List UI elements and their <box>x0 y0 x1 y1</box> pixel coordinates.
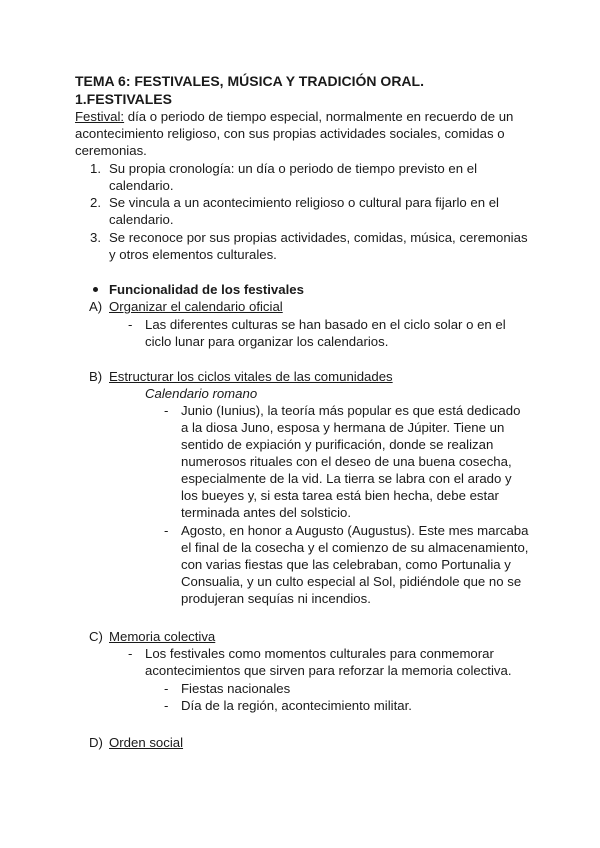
section-c-subitem: Fiestas nacionales <box>181 681 291 696</box>
list-marker: 3. <box>90 230 101 245</box>
list-item: y otros elementos culturales. <box>109 247 277 262</box>
list-item: calendario. <box>109 178 174 193</box>
definition-text: día o periodo de tiempo especial, normalmente en recuerdo de un <box>124 109 514 124</box>
section-d-heading: Orden social <box>109 735 184 750</box>
section-c-text: acontecimientos que sirven para reforzar la memoria colectiva. <box>145 663 512 678</box>
june-text: a la diosa Juno, esposa y hermana de Júpiter. Tiene un <box>181 420 505 435</box>
bullet-icon <box>93 287 98 292</box>
june-text: los bueyes y, si esta tarea está bien hecha, debe estar <box>181 488 499 503</box>
dash-marker: - <box>164 523 169 538</box>
june-text: especialmente de la vid. La tierra se labra con el arado y <box>181 471 512 486</box>
section-d-marker: D) <box>89 735 103 750</box>
definition-line-2: acontecimiento religioso, con sus propias actividades sociales, comidas o <box>75 126 505 141</box>
dash-marker: - <box>164 403 169 418</box>
definition-line-3: ceremonias. <box>75 143 147 158</box>
list-item: Su propia cronología: un día o periodo de tiempo previsto en el <box>109 161 478 176</box>
august-text: Consualia, y un culto especial al Sol, pidiéndole que no se <box>181 574 522 589</box>
august-text: Agosto, en honor a Augusto (Augustus). Este mes marcaba <box>181 523 529 538</box>
list-item: Se reconoce por sus propias actividades, comidas, música, ceremonias <box>109 230 528 245</box>
june-text: Junio (Iunius), la teoría más popular es que está dedicado <box>181 403 521 418</box>
section-c-text: Los festivales como momentos culturales para conmemorar <box>145 646 494 661</box>
list-item: Se vincula a un acontecimiento religioso o cultural para fijarlo en el <box>109 195 499 210</box>
dash-marker: - <box>164 681 169 696</box>
august-text: con varias fiestas que las celebraban, como Portunalia y <box>181 557 511 572</box>
section-b-subheading: Calendario romano <box>145 386 258 401</box>
section-b-heading: Estructurar los ciclos vitales de las comunidades <box>109 369 393 384</box>
june-text: numerosos rituales con el deseo de una buena cosecha, <box>181 454 512 469</box>
section-c-heading: Memoria colectiva <box>109 629 216 644</box>
definition-line-1 <box>75 108 513 125</box>
section-a-heading: Organizar el calendario oficial <box>109 299 283 314</box>
august-text: el final de la cosecha y el comienzo de su almacenamiento, <box>181 540 529 555</box>
list-marker: 1. <box>90 161 101 176</box>
june-text: terminada antes del solsticio. <box>181 505 352 520</box>
list-item: calendario. <box>109 212 174 227</box>
section-a-text: Las diferentes culturas se han basado en el ciclo solar o en el <box>145 317 506 332</box>
definition-term: Festival: <box>75 109 125 124</box>
section-b-marker: B) <box>89 369 103 384</box>
dash-marker: - <box>128 317 133 332</box>
section-a-marker: A) <box>89 299 103 314</box>
dash-marker: - <box>128 646 133 661</box>
section-heading: 1.FESTIVALES <box>75 91 172 107</box>
list-marker: 2. <box>90 195 101 210</box>
page-title: TEMA 6: FESTIVALES, MÚSICA Y TRADICIÓN ORAL. <box>75 73 424 89</box>
august-text: produjeran sequías ni incendios. <box>181 591 371 606</box>
section-a-text: ciclo lunar para organizar los calendarios. <box>145 334 389 349</box>
dash-marker: - <box>164 698 169 713</box>
section-c-marker: C) <box>89 629 103 644</box>
section-c-subitem: Día de la región, acontecimiento militar. <box>181 698 412 713</box>
func-heading: Funcionalidad de los festivales <box>109 282 304 297</box>
june-text: sentido de expiación y purificación, donde se realizan <box>181 437 494 452</box>
